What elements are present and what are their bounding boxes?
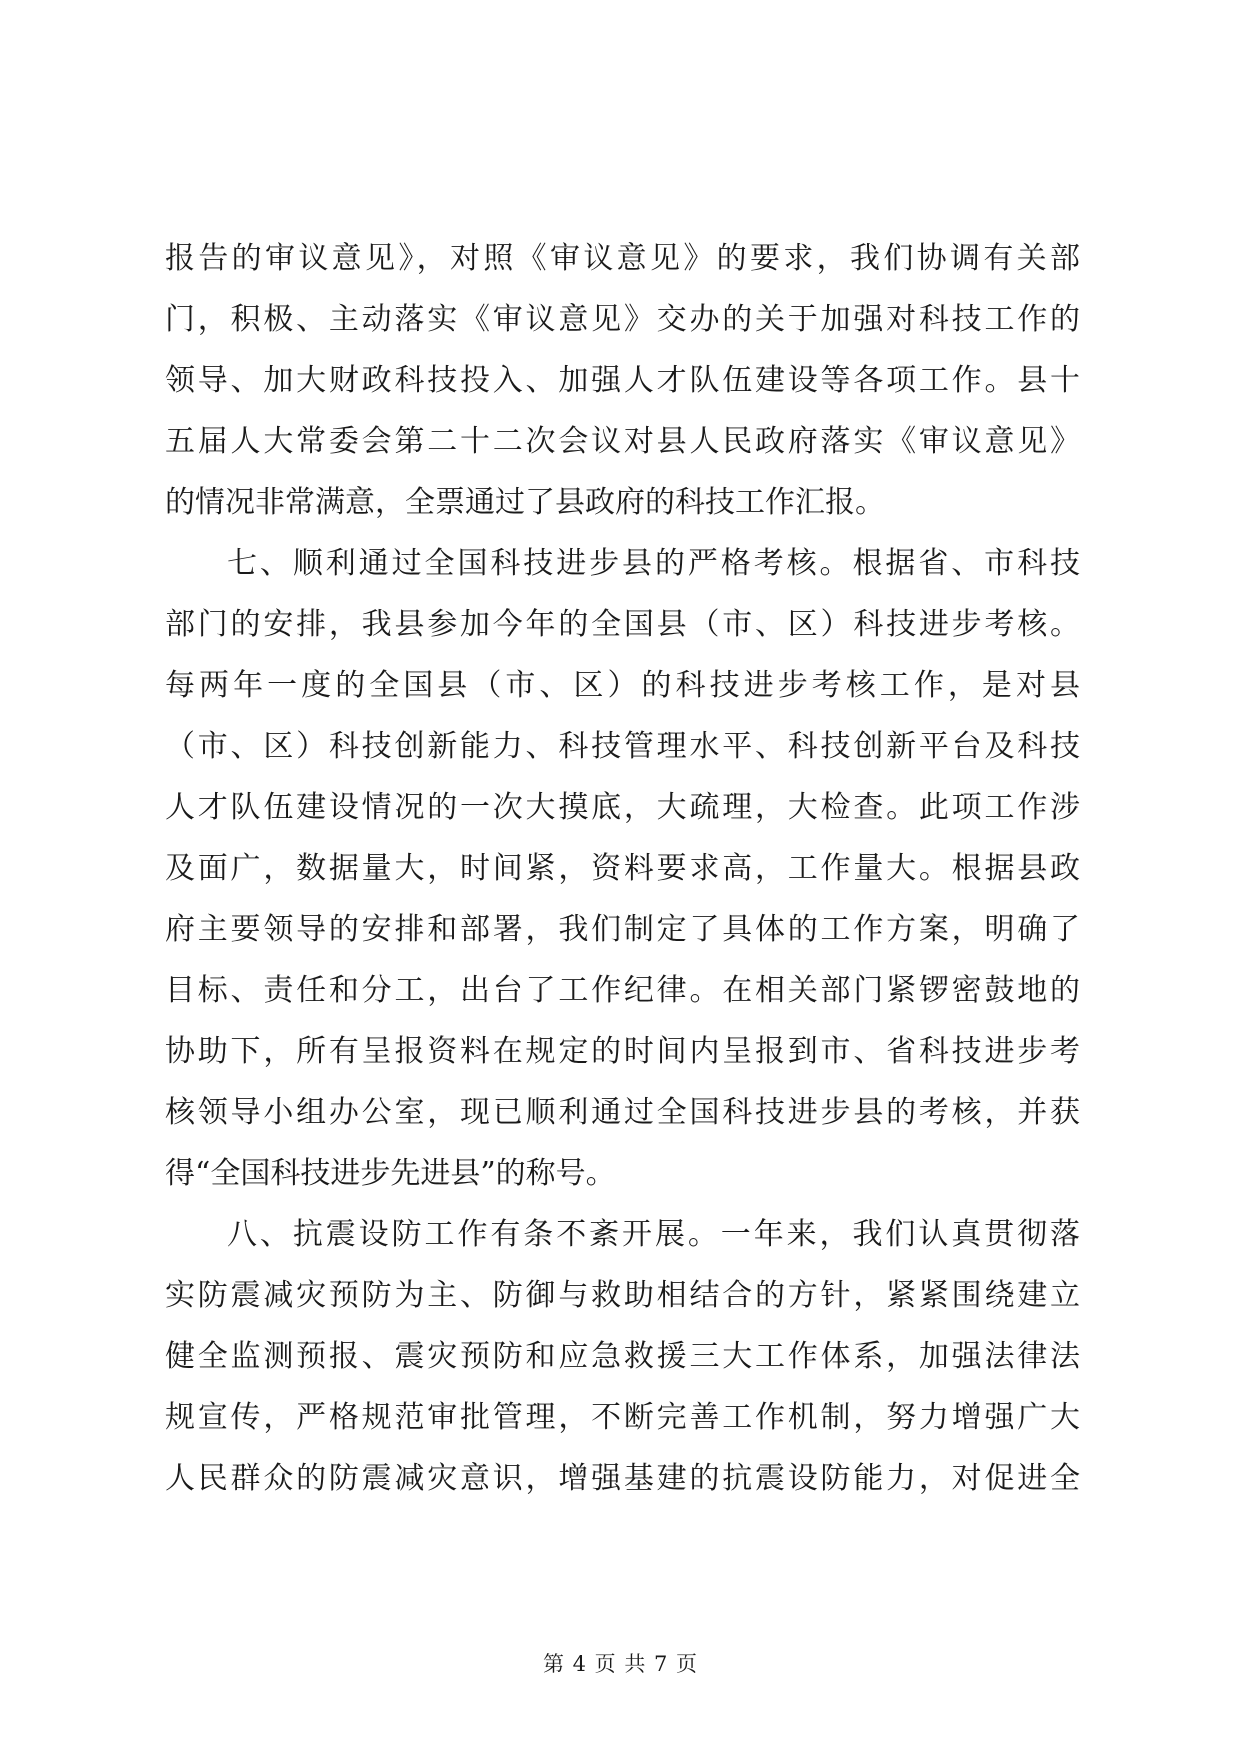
document-body [165, 228, 1080, 1509]
text-line: 核领导小组办公室，现已顺利通过全国科技进步县的考核，并获 [165, 1095, 1080, 1130]
paragraph-1 [165, 228, 1080, 533]
text-line: 实防震减灾预防为主、防御与救助相结合的方针，紧紧围绕建立 [165, 1278, 1080, 1313]
text-line: 得“全国科技进步先进县”的称号。 [165, 1156, 616, 1191]
text-line: 健全监测预报、震灾预防和应急救援三大工作体系，加强法律法 [165, 1339, 1080, 1374]
text-line: 的情况非常满意，全票通过了县政府的科技工作汇报。 [165, 485, 885, 520]
text-line: 规宣传，严格规范审批管理，不断完善工作机制，努力增强广大 [165, 1400, 1080, 1435]
paragraph-2 [165, 533, 1080, 1204]
text-line: 人民群众的防震减灾意识，增强基建的抗震设防能力，对促进全 [165, 1461, 1080, 1496]
text-line: 府主要领导的安排和部署，我们制定了具体的工作方案，明确了 [165, 912, 1080, 947]
page-number-footer: 第 4 页 共 7 页 [542, 1652, 699, 1676]
paragraph-3 [165, 1204, 1080, 1509]
text-line: 每两年一度的全国县（市、区）的科技进步考核工作，是对县 [165, 668, 1080, 703]
text-line: 目标、责任和分工，出台了工作纪律。在相关部门紧锣密鼓地的 [165, 973, 1080, 1008]
text-line: 人才队伍建设情况的一次大摸底，大疏理，大检查。此项工作涉 [165, 790, 1080, 825]
text-line: 报告的审议意见》，对照《审议意见》的要求，我们协调有关部 [165, 241, 1080, 276]
text-line: 七、顺利通过全国科技进步县的严格考核。根据省、市科技 [227, 546, 1080, 581]
text-line: 门，积极、主动落实《审议意见》交办的关于加强对科技工作的 [165, 302, 1080, 337]
text-line: 领导、加大财政科技投入、加强人才队伍建设等各项工作。县十 [165, 363, 1080, 398]
text-line: 五届人大常委会第二十二次会议对县人民政府落实《审议意见》 [165, 424, 1080, 459]
text-line: 及面广，数据量大，时间紧，资料要求高，工作量大。根据县政 [165, 851, 1080, 886]
text-line: 八、抗震设防工作有条不紊开展。一年来，我们认真贯彻落 [227, 1217, 1080, 1252]
text-line: （市、区）科技创新能力、科技管理水平、科技创新平台及科技 [165, 729, 1080, 764]
text-line: 协助下，所有呈报资料在规定的时间内呈报到市、省科技进步考 [165, 1034, 1080, 1069]
text-line: 部门的安排，我县参加今年的全国县（市、区）科技进步考核。 [165, 607, 1080, 642]
